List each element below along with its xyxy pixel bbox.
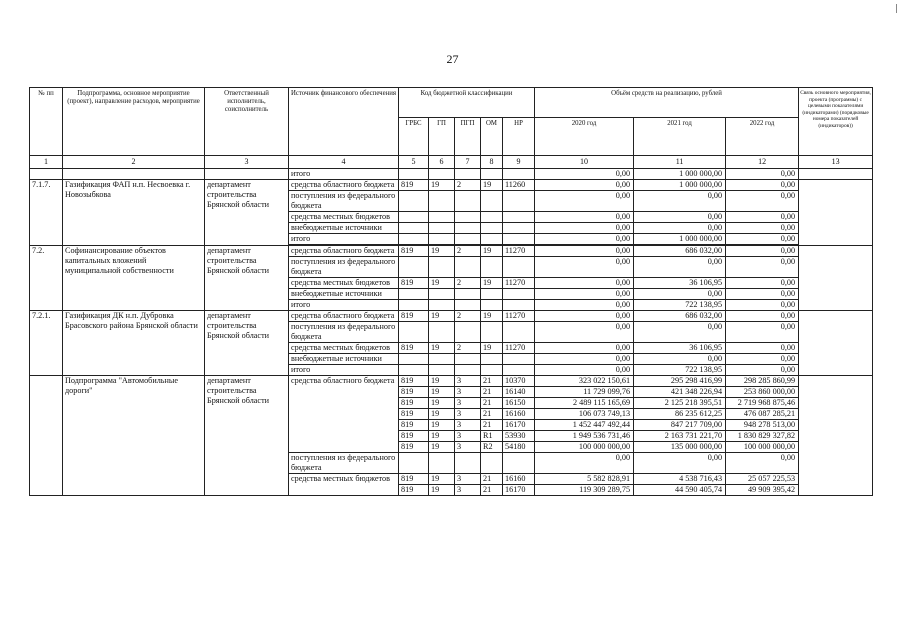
header-gp: ГП [429, 118, 455, 156]
header-executor: Ответственный исполнитель, соисполнитель [205, 88, 289, 156]
table-row: внебюджетные источники 0,00 0,00 0,00 [30, 289, 873, 300]
header-np: НР [503, 118, 535, 156]
executor: департамент строительства Брянской области [205, 311, 289, 376]
table-row: 819 19 3 R2 54180 100 000 000,00 135 000 000,00 100 000 000,00 [30, 442, 873, 453]
budget-table [29, 87, 873, 496]
table-row: внебюджетные источники 0,00 0,00 0,00 [30, 223, 873, 234]
header-budget-code: Код бюджетной классификации [399, 88, 535, 118]
subprogram-name: Подпрограмма "Автомобильные дороги" [63, 376, 205, 496]
table-row: 819 19 3 21 16140 11 729 099,76 421 348 226,94 253 860 000,00 [30, 387, 873, 398]
table-row: внебюджетные источники 0,00 0,00 0,00 [30, 354, 873, 365]
table-row: средства местных бюджетов 819 19 3 21 16160 5 582 828,91 4 538 716,43 25 057 225,53 [30, 474, 873, 485]
header-num: № пп [30, 88, 63, 156]
page-number: 27 [446, 52, 459, 66]
table-row: поступления из федерального бюджета 0,00 0,00 0,00 [30, 257, 873, 278]
header-2021: 2021 год [634, 118, 726, 156]
table-row: 819 19 3 21 16160 106 073 749,13 86 235 612,25 476 087 285,21 [30, 409, 873, 420]
table-row: средства местных бюджетов 0,00 0,00 0,00 [30, 212, 873, 223]
table-row: 7.1.7. Газификация ФАП н.п. Несвоевка г. Новозыбкова департамент строительства Брянской области средства областного бюджета 819 19 2 19 11260 0,00 1 000 000,00 0,00 [30, 180, 873, 191]
table-row: Подпрограмма "Автомобильные дороги" департамент строительства Брянской области средства областного бюджета 819 19 3 21 10370 323 022 150,61 295 298 416,99 298 285 860,99 [30, 376, 873, 387]
table-row: 7.2. Софинансирование объектов капитальных вложений муниципальной собственности департамент строительства Брянской области средства областного бюджета 819 19 2 19 11270 0,00 686 032,00 0,00 [30, 246, 873, 257]
row-number: 7.1.7. [30, 180, 63, 246]
measure-name: Газификация ДК н.п. Дубровка Брасовского района Брянской области [63, 311, 205, 376]
table-row: поступления из федерального бюджета 0,00 0,00 0,00 [30, 191, 873, 212]
table-row: 7.2.1. Газификация ДК н.п. Дубровка Брасовского района Брянской области департамент строительства Брянской области средства областного бюджета 819 19 2 19 11270 0,00 686 032,00 0,00 [30, 311, 873, 322]
header-2020: 2020 год [535, 118, 634, 156]
header-2022: 2022 год [726, 118, 799, 156]
table-row: итого 0,00 1 000 000,00 0,00 [30, 169, 873, 180]
table-row: 819 19 3 21 16170 119 309 289,75 44 590 405,74 49 909 395,42 [30, 485, 873, 496]
row-number: 7.2.1. [30, 311, 63, 376]
column-numbers-row: 1 2 3 4 5 6 7 8 9 10 11 12 13 [30, 156, 873, 169]
executor: департамент строительства Брянской области [205, 376, 289, 496]
header-pgp: ПГП [455, 118, 481, 156]
header-program: Подпрограмма, основное мероприятие (проект), направление расходов, мероприятие [63, 88, 205, 156]
header-indicators: Связь основного мероприятия, проекта (программы) с целевыми показателями (индикаторами) (порядковые номера показателей (индикаторов)) [799, 88, 873, 156]
table-row: поступления из федерального бюджета 0,00 0,00 0,00 [30, 453, 873, 474]
table-row: поступления из федерального бюджета 0,00 0,00 0,00 [30, 322, 873, 343]
executor: департамент строительства Брянской области [205, 180, 289, 246]
table-row: средства местных бюджетов 819 19 2 19 11270 0,00 36 106,95 0,00 [30, 278, 873, 289]
table-row: средства местных бюджетов 819 19 2 19 11270 0,00 36 106,95 0,00 [30, 343, 873, 354]
header-source: Источник финансового обеспечения [289, 88, 399, 156]
table-row: 819 19 3 21 16150 2 489 115 165,69 2 125 218 395,51 2 719 968 875,46 [30, 398, 873, 409]
header-om: ОМ [481, 118, 503, 156]
header-volume: Объём средств на реализацию, рублей [535, 88, 799, 118]
table-row: 819 19 3 R1 53930 1 949 536 731,46 2 163 731 221,70 1 830 829 327,82 [30, 431, 873, 442]
executor: департамент строительства Брянской области [205, 246, 289, 311]
page-edge-mark [896, 4, 897, 13]
table-row: итого 0,00 1 000 000,00 0,00 [30, 234, 873, 245]
table-row: 819 19 3 21 16170 1 452 447 492,44 847 217 709,00 948 278 513,00 [30, 420, 873, 431]
table-row: итого 0,00 722 138,95 0,00 [30, 365, 873, 376]
header-grbs: ГРБС [399, 118, 429, 156]
measure-name: Газификация ФАП н.п. Несвоевка г. Новозыбкова [63, 180, 205, 246]
row-number: 7.2. [30, 246, 63, 311]
measure-name: Софинансирование объектов капитальных вложений муниципальной собственности [63, 246, 205, 311]
table-row: итого 0,00 722 138,95 0,00 [30, 300, 873, 311]
